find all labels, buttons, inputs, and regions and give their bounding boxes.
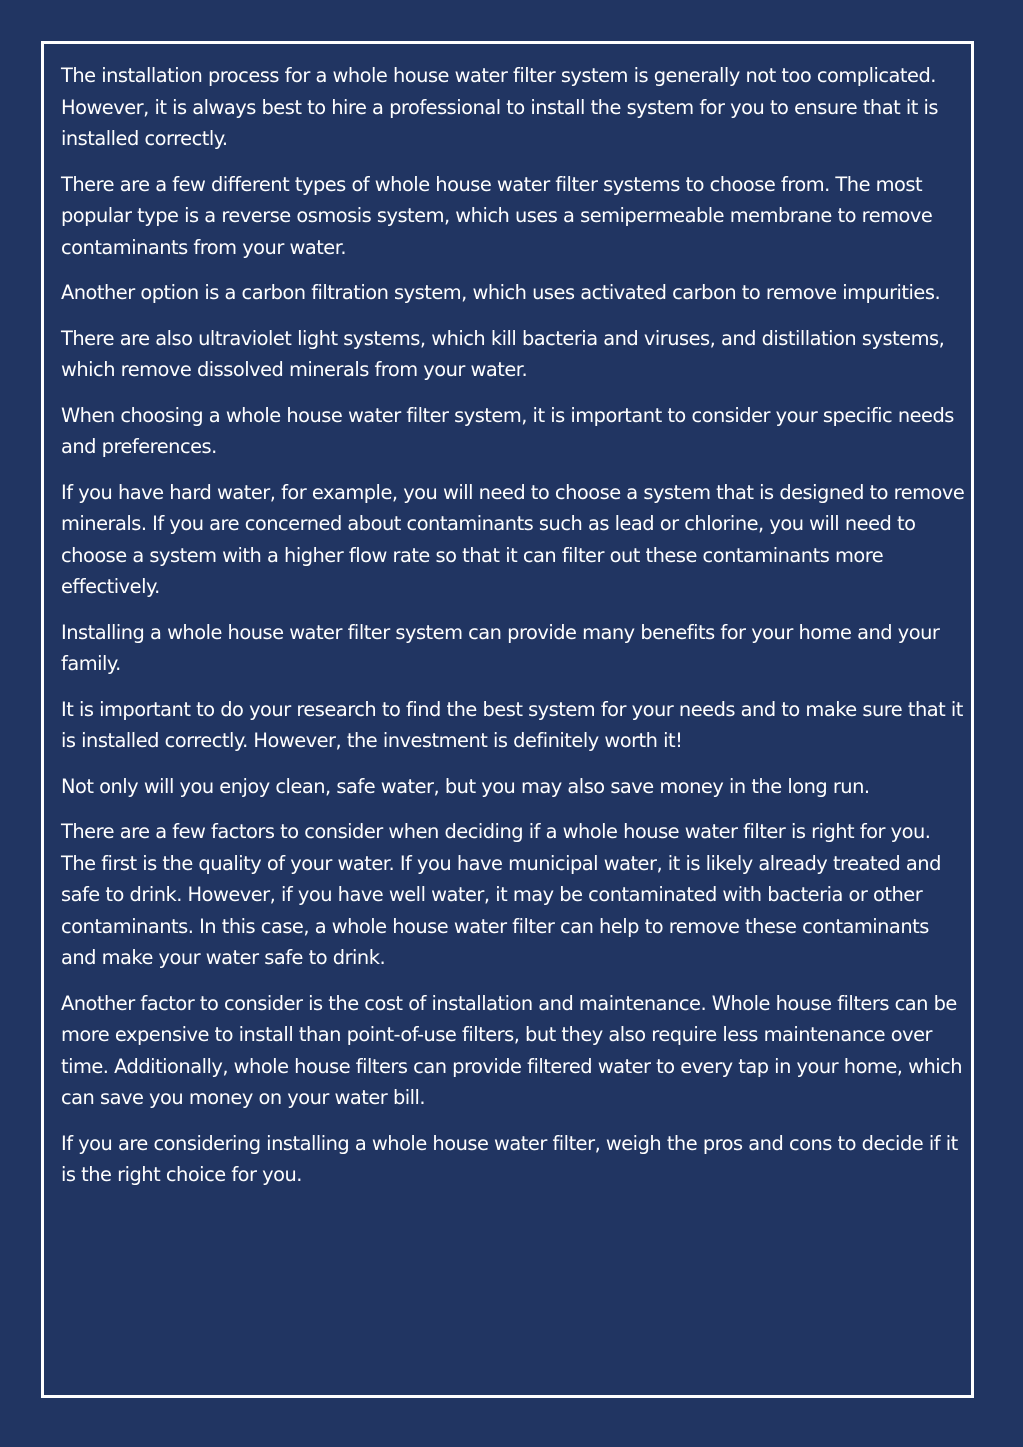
paragraph-carbon-filtration: Another option is a carbon filtration system, which uses activated carbon to remove impurities. <box>61 281 941 304</box>
paragraph-hard-water: If you have hard water, for example, you will need to choose a system that is designed to remove minerals. If you are concerned about contaminants such as lead or chlorine, you will need to choose a system with a higher flow rate so that it can filter out these contaminants more effectively. <box>61 480 965 598</box>
paragraph-system-types: There are a few different types of whole house water filter systems to choose from. The most popular type is a reverse osmosis system, which uses a semipermeable membrane to remove contaminants from your water. <box>61 172 933 259</box>
paragraph-installation: The installation process for a whole house water filter system is generally not too complicated. However, it is always best to hire a professional to install the system for you to ensure that it is installed correctly. <box>61 64 939 150</box>
paragraph-research: It is important to do your research to find the best system for your needs and to make sure that it is installed correctly. However, the investment is definitely worth it! <box>61 697 963 752</box>
paragraph-factors: There are a few factors to consider when deciding if a whole house water filter is right for you. The first is the quality of your water. If you have municipal water, it is likely already treated and safe to drink. However, if you have well water, it may be contaminated with bacteria or other contaminants. In this case, a whole house water filter can help to remove these contaminants and make your water safe to drink. <box>61 820 941 969</box>
paragraph-conclusion: If you are considering installing a whole house water filter, weigh the pros and cons to decide if it is the right choice for you. <box>61 1131 958 1186</box>
paragraph-save-money: Not only will you enjoy clean, safe water, but you may also save money in the long run. <box>61 774 870 798</box>
paragraph-uv-distillation: There are also ultraviolet light systems, which kill bacteria and viruses, and distillation systems, which remove dissolved minerals from your water. <box>61 326 945 381</box>
paragraph-cost: Another factor to consider is the cost of installation and maintenance. Whole house filters can be more expensive to install than point-of-use filters, but they also require less maintenance over time. Additionally, whole house filters can provide filtered water to every tap in your home, which can save you money on your water bill. <box>61 991 963 1109</box>
paragraph-benefits: Installing a whole house water filter system can provide many benefits for your home and your family. <box>61 620 940 675</box>
article-body <box>61 60 966 1205</box>
paragraph-choosing: When choosing a whole house water filter system, it is important to consider your specific needs and preferences. <box>61 403 954 458</box>
